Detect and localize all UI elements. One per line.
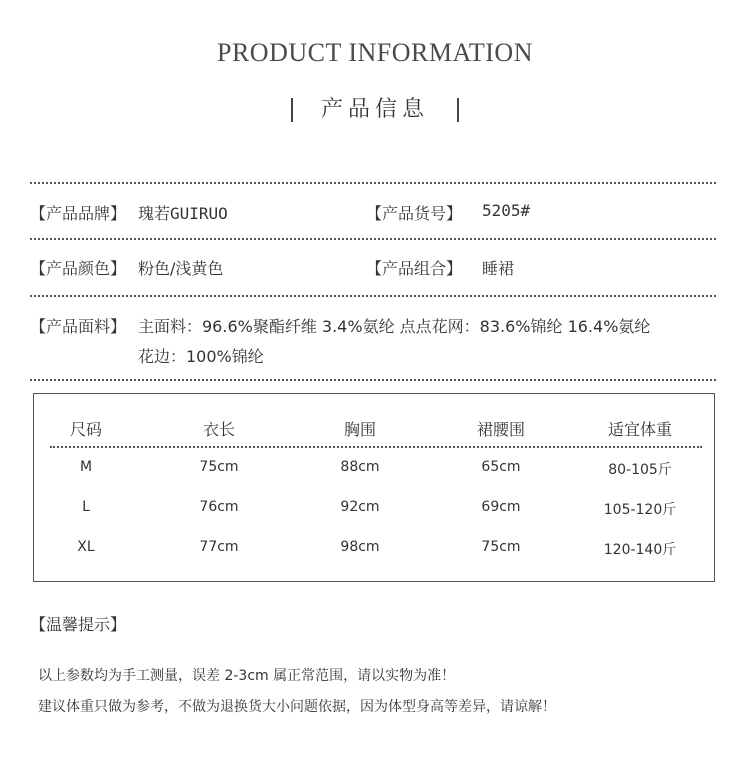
dotted-divider	[30, 182, 716, 184]
bust-cell: 92cm	[340, 499, 380, 515]
header-size: 尺码	[69, 420, 102, 439]
tips-title: 【温馨提示】	[30, 615, 127, 634]
color-value: 粉色/浅黄色	[138, 259, 224, 278]
brand-value: 瑰若GUIRUO	[138, 204, 228, 223]
length-cell: 76cm	[199, 499, 239, 515]
size-cell: M	[79, 459, 93, 475]
header-length: 衣长	[202, 420, 235, 439]
combo-label: 【产品组合】	[366, 259, 463, 278]
fabric-label: 【产品面料】	[30, 317, 127, 336]
page-title-cn-text: 产品信息	[320, 97, 429, 122]
size-table	[33, 393, 715, 582]
size-table-divider	[50, 446, 702, 448]
dotted-divider	[30, 295, 716, 297]
bust-cell: 98cm	[340, 539, 380, 555]
tip-line-1: 以上参数均为手工测量，误差 2-3cm 属正常范围，请以实物为准！	[38, 668, 456, 684]
dotted-divider	[30, 238, 716, 240]
header-weight: 适宜体重	[607, 420, 672, 439]
page-title-en: PRODUCT INFORMATION	[216, 38, 533, 67]
header-waist: 裙腰围	[476, 420, 525, 439]
fabric-line-1: 主面料：96.6%聚酯纤维 3.4%氨纶 点点花网：83.6%锦纶 16.4%氨纶	[138, 317, 651, 336]
color-label: 【产品颜色】	[30, 259, 127, 278]
combo-value: 睡裙	[482, 259, 515, 278]
waist-cell: 75cm	[481, 539, 521, 555]
sku-value: 5205#	[482, 201, 531, 220]
weight-cell: 105-120斤	[603, 502, 677, 518]
length-cell: 77cm	[199, 539, 239, 555]
length-cell: 75cm	[199, 459, 239, 475]
size-cell: XL	[77, 539, 95, 555]
tip-line-2: 建议体重只做为参考，不做为退换货大小问题依据，因为体型身高等差异，请谅解！	[38, 699, 556, 715]
info-row-brand	[30, 201, 720, 233]
right-divider-bar	[457, 98, 459, 122]
size-cell: L	[82, 499, 90, 515]
fabric-line-2: 花边：100%锦纶	[138, 347, 264, 366]
info-row-color	[30, 256, 720, 288]
header-bust: 胸围	[343, 420, 376, 439]
left-divider-bar	[291, 98, 293, 122]
brand-label: 【产品品牌】	[30, 204, 127, 223]
page-title-cn	[0, 92, 750, 123]
waist-cell: 65cm	[481, 459, 521, 475]
waist-cell: 69cm	[481, 499, 521, 515]
weight-cell: 80-105斤	[608, 462, 672, 478]
sku-label: 【产品货号】	[366, 204, 463, 223]
weight-cell: 120-140斤	[603, 542, 677, 558]
bust-cell: 88cm	[340, 459, 380, 475]
dotted-divider	[30, 379, 716, 381]
